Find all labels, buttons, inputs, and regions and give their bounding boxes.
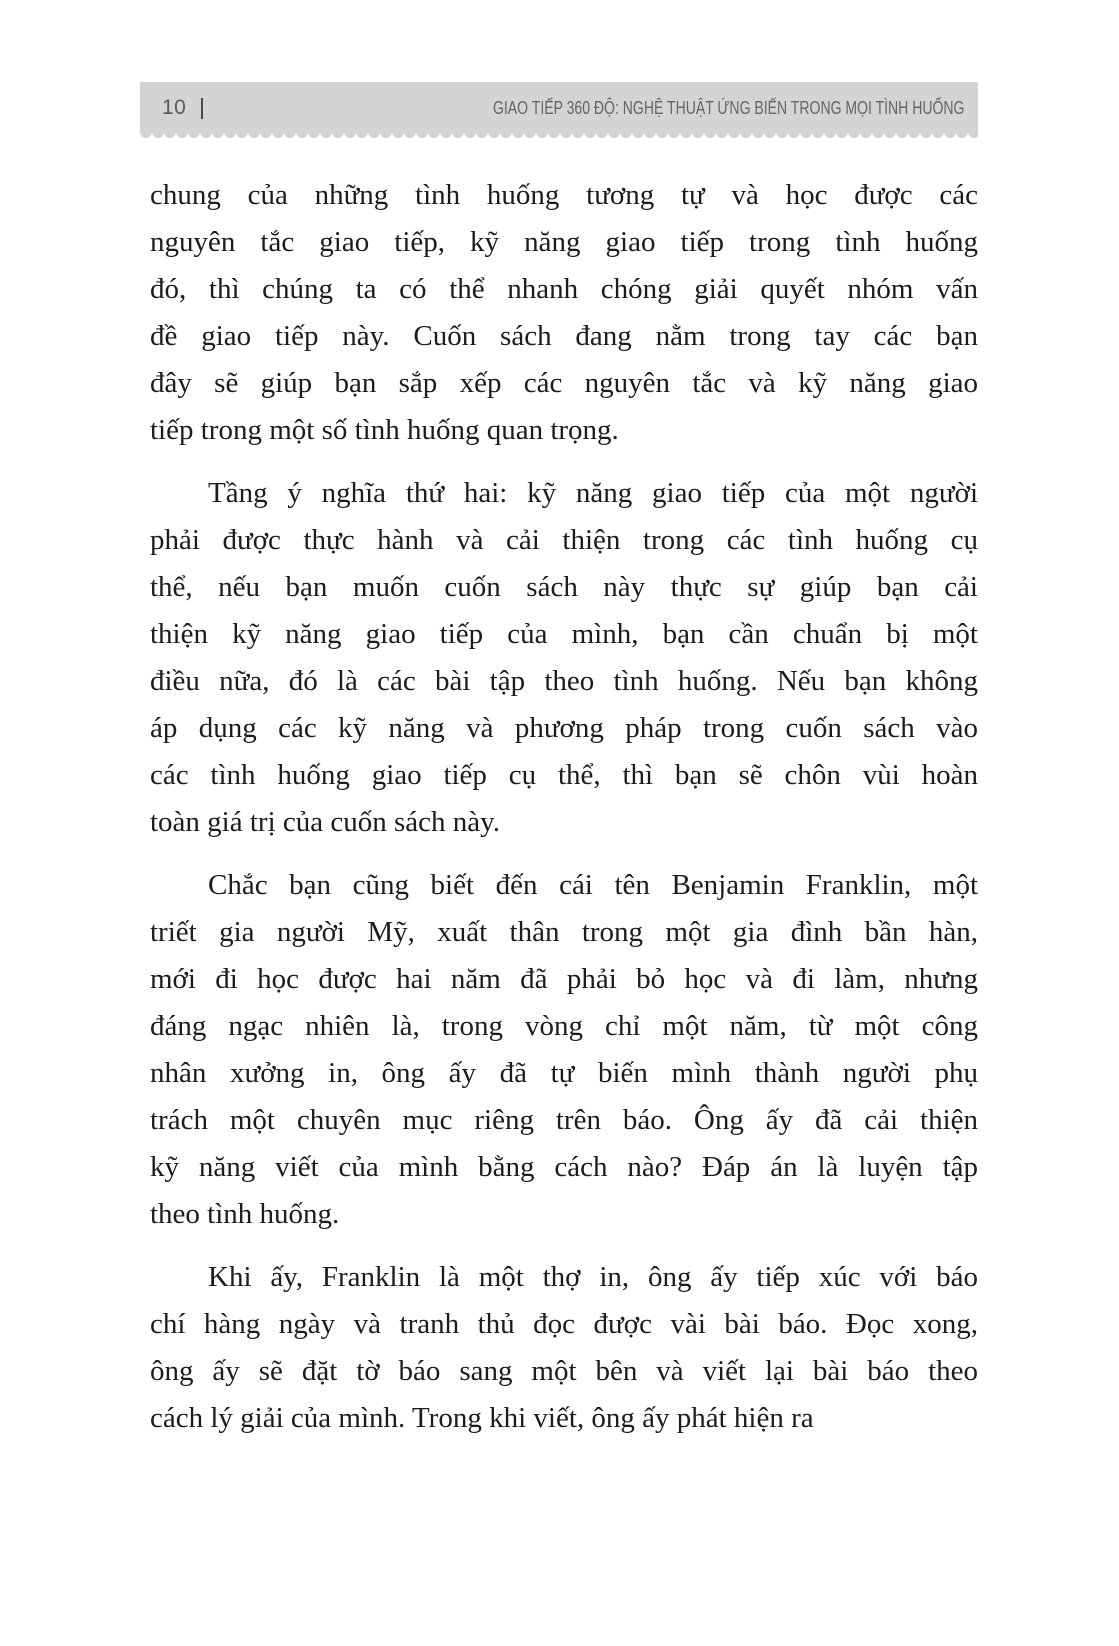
text-line: nguyên tắc giao tiếp, kỹ năng giao tiếp trong tình huống [150, 226, 978, 258]
paragraph [150, 862, 978, 1238]
text-line: đây sẽ giúp bạn sắp xếp các nguyên tắc và kỹ năng giao [150, 367, 978, 399]
text-line: phải được thực hành và cải thiện trong các tình huống cụ [150, 524, 978, 556]
text-line: chung của những tình huống tương tự và học được các [150, 179, 978, 211]
text-line: toàn giá trị của cuốn sách này. [150, 806, 501, 838]
text-line: Tầng ý nghĩa thứ hai: kỹ năng giao tiếp của một người [208, 477, 978, 509]
text-line: triết gia người Mỹ, xuất thân trong một gia đình bần hàn, [150, 916, 978, 948]
text-line: áp dụng các kỹ năng và phương pháp trong cuốn sách vào [150, 712, 978, 744]
text-line: nhân xưởng in, ông ấy đã tự biến mình thành người phụ [150, 1057, 978, 1089]
text-line: thiện kỹ năng giao tiếp của mình, bạn cần chuẩn bị một [150, 618, 978, 650]
page-number: 10 [162, 96, 187, 119]
text-line: đáng ngạc nhiên là, trong vòng chỉ một năm, từ một công [150, 1010, 978, 1042]
paragraph [150, 470, 978, 846]
text-line: Chắc bạn cũng biết đến cái tên Benjamin Franklin, một [208, 869, 978, 901]
page-header [140, 82, 978, 134]
paragraph [150, 172, 978, 454]
text-line: theo tình huống. [150, 1198, 340, 1230]
text-line: Khi ấy, Franklin là một thợ in, ông ấy tiếp xúc với báo [208, 1261, 978, 1293]
page-number-divider [201, 98, 203, 119]
paragraph [150, 1254, 978, 1442]
running-title: GIAO TIẾP 360 ĐỘ: NGHỆ THUẬT ỨNG BIẾN TRONG MỌI TÌNH HUỐNG [492, 97, 964, 118]
text-line: trách một chuyên mục riêng trên báo. Ông ấy đã cải thiện [150, 1104, 978, 1136]
text-line: điều nữa, đó là các bài tập theo tình huống. Nếu bạn không [150, 665, 978, 697]
text-line: mới đi học được hai năm đã phải bỏ học và đi làm, nhưng [150, 963, 978, 995]
text-line: ông ấy sẽ đặt tờ báo sang một bên và viết lại bài báo theo [150, 1355, 978, 1387]
page-number-block [162, 96, 203, 120]
body-text [150, 172, 978, 1458]
text-line: đó, thì chúng ta có thể nhanh chóng giải quyết nhóm vấn [150, 273, 978, 305]
text-line: đề giao tiếp này. Cuốn sách đang nằm trong tay các bạn [150, 320, 978, 352]
text-line: kỹ năng viết của mình bằng cách nào? Đáp án là luyện tập [150, 1151, 978, 1183]
text-line: các tình huống giao tiếp cụ thể, thì bạn sẽ chôn vùi hoàn [150, 759, 978, 791]
text-line: chí hàng ngày và tranh thủ đọc được vài bài báo. Đọc xong, [150, 1308, 978, 1340]
text-line: thể, nếu bạn muốn cuốn sách này thực sự giúp bạn cải [150, 571, 978, 603]
text-line: tiếp trong một số tình huống quan trọng. [150, 414, 619, 446]
text-line: cách lý giải của mình. Trong khi viết, ông ấy phát hiện ra [150, 1402, 814, 1434]
